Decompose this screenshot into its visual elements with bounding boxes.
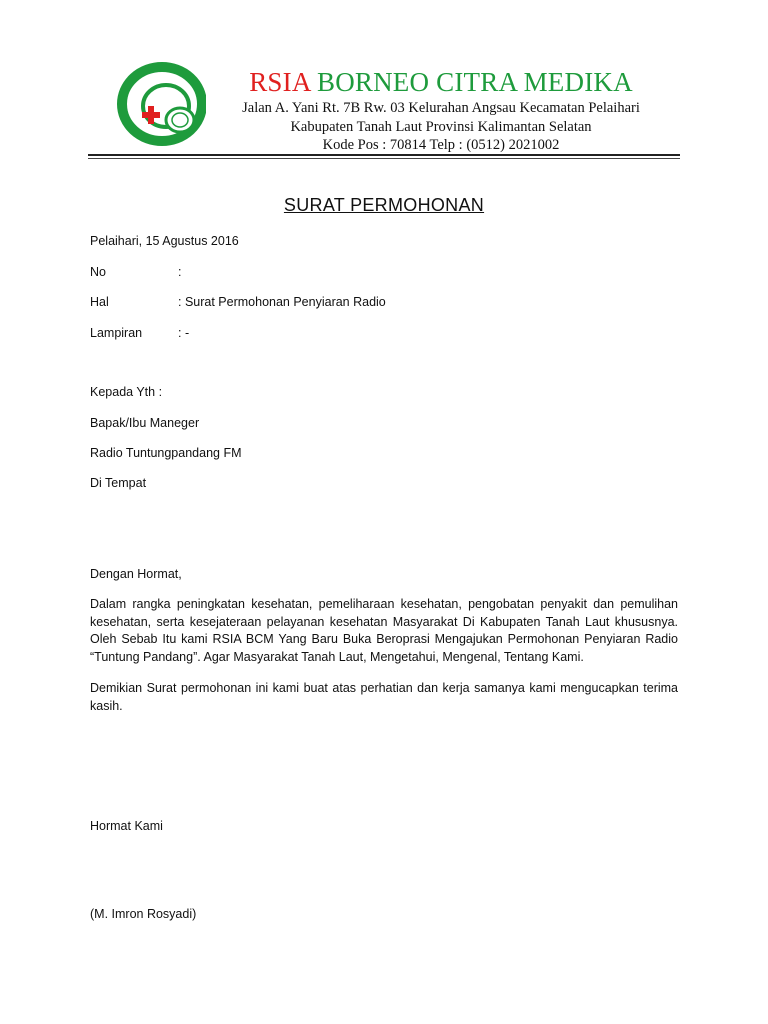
recipient-line-3: Di Tempat xyxy=(90,476,147,490)
document-title: SURAT PERMOHONAN xyxy=(283,195,485,215)
signatory: (M. Imron Rosyadi) xyxy=(90,907,197,921)
hospital-name-rsia: RSIA xyxy=(249,67,311,97)
field-label-no: No xyxy=(90,265,106,279)
field-label-lampiran: Lampiran xyxy=(90,326,143,340)
letterhead-divider-thin xyxy=(88,158,680,159)
place-date: Pelaihari, 15 Agustus 2016 xyxy=(90,234,239,248)
closing: Hormat Kami xyxy=(90,819,163,833)
field-label-hal: Hal xyxy=(90,295,109,309)
recipient-greeting: Kepada Yth : xyxy=(90,385,163,399)
letterhead-divider xyxy=(88,154,680,156)
recipient-line-1: Bapak/Ibu Maneger xyxy=(90,416,200,430)
body-paragraph-1: Dalam rangka peningkatan kesehatan, pemeliharaan kesehatan, pengobatan penyakit dan pemulihan kesehatan, serta kesejateraan pelayanan kesehatan Masyarakat Di Kabupaten Tanah Laut khususnya. Oleh Sebab Itu kami RSIA BCM Yang Baru Buka Beroprasi Mengajukan Permohonan Penyiaran Radio “Tuntung Pandang”. Agar Masyarakat Tanah Laut, Mengetahui, Mengenal, Tentang Kami. xyxy=(90,597,678,664)
address-line-3: Kode Pos : 70814 Telp : (0512) 2021002 xyxy=(322,137,560,153)
field-value-hal: : Surat Permohonan Penyiaran Radio xyxy=(178,295,386,309)
field-value-no: : xyxy=(178,265,182,279)
hospital-name xyxy=(206,66,676,98)
address-line-1: Jalan A. Yani Rt. 7B Rw. 03 Kelurahan Angsau Kecamatan Pelaihari xyxy=(242,100,640,116)
address-line-2: Kabupaten Tanah Laut Provinsi Kalimantan Selatan xyxy=(290,119,592,135)
hospital-logo-icon xyxy=(114,62,206,148)
hospital-name-main: BORNEO CITRA MEDIKA xyxy=(316,67,633,97)
recipient-line-2: Radio Tuntungpandang FM xyxy=(90,446,242,460)
salutation: Dengan Hormat, xyxy=(90,567,182,581)
body-paragraph-2: Demikian Surat permohonan ini kami buat atas perhatian dan kerja samanya kami mengucapkan terima kasih. xyxy=(90,681,678,713)
field-value-lampiran: : - xyxy=(178,326,190,340)
